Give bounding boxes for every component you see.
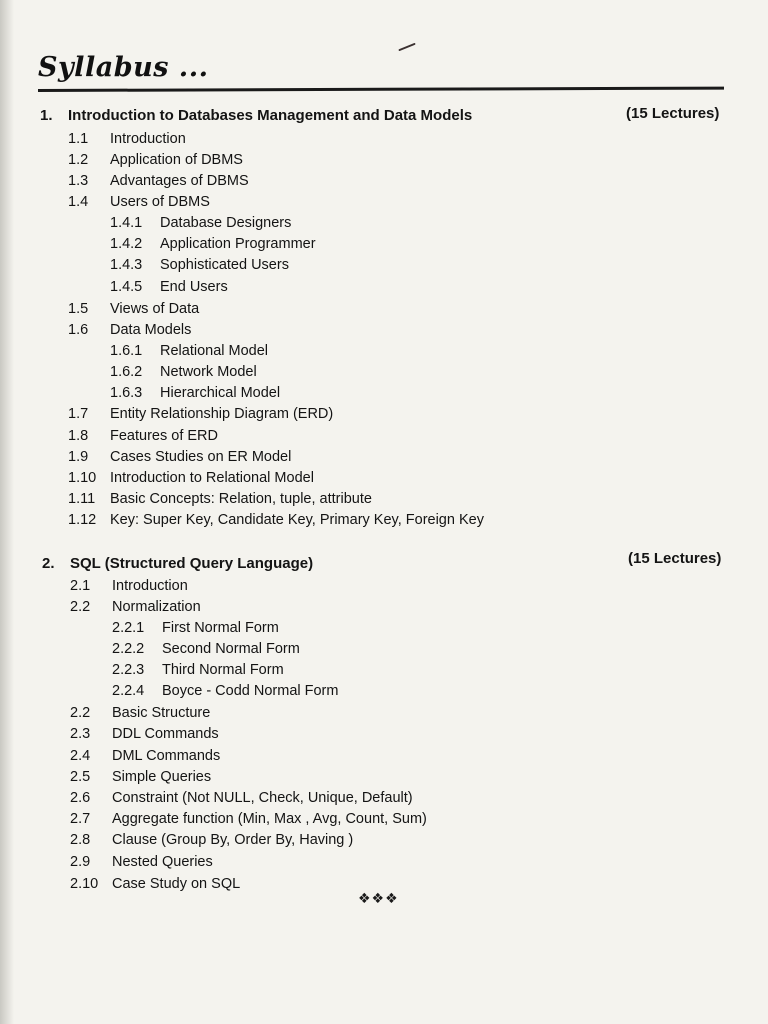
syllabus-subitem: 1.4.5 End Users (110, 279, 228, 295)
end-ornament: ❖❖❖ (358, 890, 399, 906)
syllabus-subitem: 2.2.4 Boyce - Codd Normal Form (112, 683, 339, 699)
syllabus-item: 1.9 Cases Studies on ER Model (68, 449, 292, 465)
syllabus-item: 2.4 DML Commands (70, 748, 221, 764)
syllabus-item: 2.5 Simple Queries (70, 769, 212, 785)
syllabus-item: 1.11 Basic Concepts: Relation, tuple, attribute (68, 491, 372, 507)
syllabus-item: 1.8 Features of ERD (68, 428, 218, 444)
syllabus-item: 1.5 Views of Data (68, 301, 200, 317)
syllabus-subitem: 1.6.3 Hierarchical Model (110, 385, 281, 401)
section-number: 2. (42, 555, 55, 572)
syllabus-subitem: 1.4.1 Database Designers (110, 215, 292, 231)
syllabus-item: 2.6 Constraint (Not NULL, Check, Unique, Default) (70, 790, 413, 806)
syllabus-item: 2.7 Aggregate function (Min, Max , Avg, Count, Sum) (70, 811, 427, 827)
syllabus-item: 2.2 Normalization (70, 599, 201, 615)
pen-mark (398, 43, 415, 52)
syllabus-item: 1.12 Key: Super Key, Candidate Key, Primary Key, Foreign Key (68, 512, 484, 528)
page-title: Syllabus ... (38, 52, 209, 83)
syllabus-item: 1.7 Entity Relationship Diagram (ERD) (68, 406, 334, 422)
syllabus-item: 2.9 Nested Queries (70, 854, 213, 870)
syllabus-item: 2.8 Clause (Group By, Order By, Having ) (70, 832, 354, 848)
syllabus-item: 2.2 Basic Structure (70, 705, 211, 721)
syllabus-item: 2.10 Case Study on SQL (70, 876, 241, 892)
syllabus-item: 1.4 Users of DBMS (68, 194, 210, 210)
syllabus-subitem: 1.6.1 Relational Model (110, 343, 269, 359)
syllabus-item: 2.3 DDL Commands (70, 726, 219, 742)
syllabus-item: 2.1 Introduction (70, 578, 188, 594)
syllabus-subitem: 2.2.1 First Normal Form (112, 620, 279, 636)
syllabus-subitem: 2.2.3 Third Normal Form (112, 662, 284, 678)
syllabus-item: 1.2 Application of DBMS (68, 152, 243, 168)
syllabus-item: 1.1 Introduction (68, 131, 186, 147)
syllabus-subitem: 2.2.2 Second Normal Form (112, 641, 300, 657)
page-edge-shadow (0, 0, 14, 1024)
syllabus-subitem: 1.4.2 Application Programmer (110, 236, 316, 252)
syllabus-subitem: 1.6.2 Network Model (110, 364, 257, 380)
section-title: Introduction to Databases Management and Data Models (68, 107, 473, 124)
section-1-lectures: (15 Lectures) (626, 105, 720, 122)
title-underline (38, 87, 724, 92)
syllabus-subitem: 1.4.3 Sophisticated Users (110, 257, 289, 273)
syllabus-item: 1.3 Advantages of DBMS (68, 173, 249, 189)
syllabus-item: 1.6 Data Models (68, 322, 192, 338)
section-2-heading (42, 555, 313, 572)
syllabus-item: 1.10 Introduction to Relational Model (68, 470, 314, 486)
section-number: 1. (40, 107, 53, 124)
section-2-lectures: (15 Lectures) (628, 550, 722, 567)
section-title: SQL (Structured Query Language) (70, 555, 314, 572)
section-1-heading (40, 107, 472, 124)
